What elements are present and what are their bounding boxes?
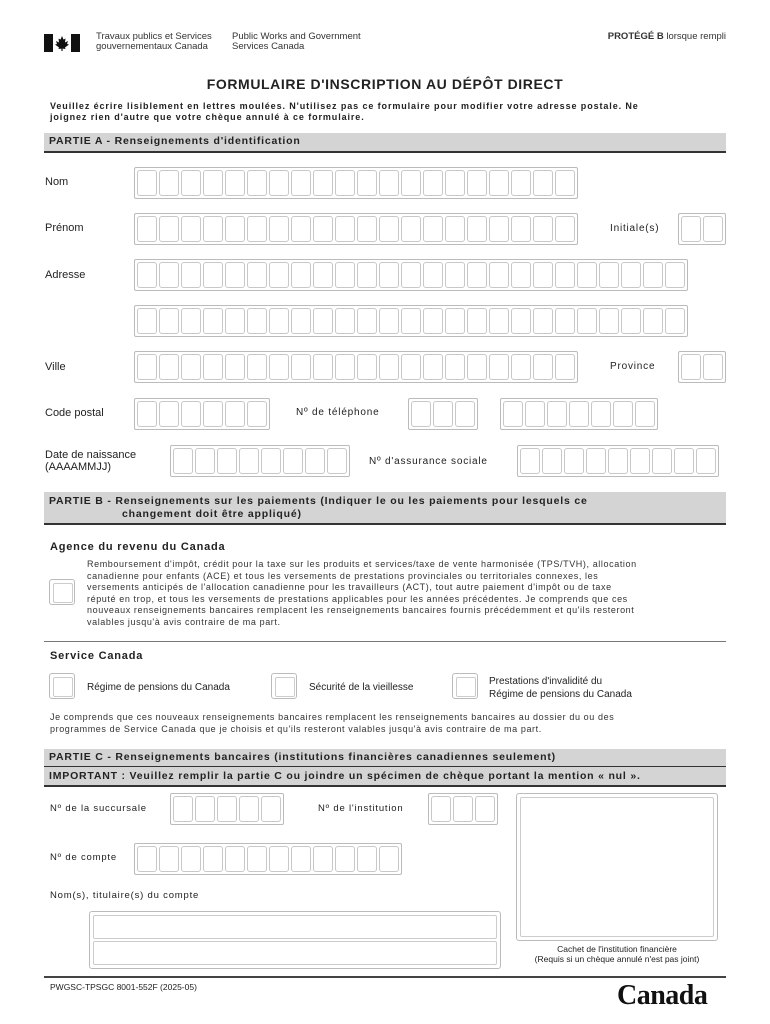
dept-en-line2: Services Canada xyxy=(232,41,305,52)
char-box[interactable] xyxy=(564,448,584,474)
date-naissance-field[interactable] xyxy=(170,445,350,477)
divider xyxy=(44,641,726,642)
char-box[interactable] xyxy=(379,354,399,380)
char-box[interactable] xyxy=(335,308,355,334)
char-box[interactable] xyxy=(555,170,575,196)
char-box[interactable] xyxy=(489,262,509,288)
char-box[interactable] xyxy=(269,262,289,288)
char-box[interactable] xyxy=(137,216,157,242)
nom-label: Nom xyxy=(45,176,69,188)
succursale-label: Nº de la succursale xyxy=(50,803,147,814)
char-box[interactable] xyxy=(696,448,716,474)
char-box[interactable] xyxy=(181,401,201,427)
canada-wordmark: Canada xyxy=(617,980,708,1011)
char-box[interactable] xyxy=(247,354,267,380)
char-box[interactable] xyxy=(181,216,201,242)
arc-heading: Agence du revenu du Canada xyxy=(50,541,226,553)
char-box[interactable] xyxy=(335,170,355,196)
char-box[interactable] xyxy=(401,216,421,242)
char-box[interactable] xyxy=(247,308,267,334)
char-box[interactable] xyxy=(511,308,531,334)
dept-fr-line1: Travaux publics et Services xyxy=(96,31,212,42)
char-box[interactable] xyxy=(313,308,333,334)
char-box[interactable] xyxy=(291,170,311,196)
char-box[interactable] xyxy=(431,796,451,822)
rpc-label: Régime de pensions du Canada xyxy=(87,682,230,693)
char-box[interactable] xyxy=(159,216,179,242)
dept-fr-line2: gouvernementaux Canada xyxy=(96,41,208,52)
char-box[interactable] xyxy=(159,354,179,380)
char-box[interactable] xyxy=(445,216,465,242)
char-box[interactable] xyxy=(203,216,223,242)
institution-label: Nº de l'institution xyxy=(318,803,404,814)
province-field[interactable] xyxy=(678,351,726,383)
char-box[interactable] xyxy=(503,401,523,427)
char-box[interactable] xyxy=(533,308,553,334)
char-box[interactable] xyxy=(401,262,421,288)
char-box[interactable] xyxy=(217,448,237,474)
char-box[interactable] xyxy=(181,354,201,380)
invalidite-label xyxy=(489,675,632,701)
char-box[interactable] xyxy=(335,846,355,872)
char-box[interactable] xyxy=(159,401,179,427)
char-box[interactable] xyxy=(423,354,443,380)
char-box[interactable] xyxy=(467,262,487,288)
char-box[interactable] xyxy=(225,308,245,334)
prenom-label: Prénom xyxy=(45,222,84,234)
telephone-area-field[interactable] xyxy=(408,398,478,430)
char-box[interactable] xyxy=(313,846,333,872)
char-box[interactable] xyxy=(173,448,193,474)
nas-field[interactable] xyxy=(517,445,719,477)
char-box[interactable] xyxy=(225,846,245,872)
char-box[interactable] xyxy=(137,170,157,196)
ville-label: Ville xyxy=(45,361,66,373)
date-naissance-line2: (AAAAMMJJ) xyxy=(45,461,111,473)
char-box[interactable] xyxy=(181,170,201,196)
char-box[interactable] xyxy=(621,262,641,288)
char-box[interactable] xyxy=(489,216,509,242)
prenom-field[interactable] xyxy=(134,213,578,245)
char-box[interactable] xyxy=(181,262,201,288)
char-box[interactable] xyxy=(357,262,377,288)
char-box[interactable] xyxy=(445,262,465,288)
char-box[interactable] xyxy=(137,401,157,427)
char-box[interactable] xyxy=(525,401,545,427)
institution-stamp-area[interactable] xyxy=(516,793,718,941)
char-box[interactable] xyxy=(203,170,223,196)
instructions-line2: joignez rien d'autre que votre chèque annulé à ce formulaire. xyxy=(50,112,365,122)
province-label: Province xyxy=(610,361,656,372)
arc-text-line: valables jusqu'à avis contraire de ma part. xyxy=(87,616,281,627)
sc-heading: Service Canada xyxy=(50,650,144,662)
char-box[interactable] xyxy=(225,354,245,380)
char-box[interactable] xyxy=(635,401,655,427)
char-box[interactable] xyxy=(455,401,475,427)
char-box[interactable] xyxy=(137,354,157,380)
adresse-field-line1[interactable] xyxy=(134,259,688,291)
char-box[interactable] xyxy=(445,308,465,334)
dept-name-fr xyxy=(96,32,212,52)
char-box[interactable] xyxy=(423,216,443,242)
char-box[interactable] xyxy=(195,796,215,822)
char-box[interactable] xyxy=(291,308,311,334)
char-box[interactable] xyxy=(269,354,289,380)
char-box[interactable] xyxy=(313,354,333,380)
char-box[interactable] xyxy=(643,262,663,288)
protected-b: PROTÉGÉ B xyxy=(607,31,664,42)
char-box[interactable] xyxy=(703,216,723,242)
char-box[interactable] xyxy=(401,170,421,196)
code-postal-label: Code postal xyxy=(45,407,104,419)
adresse-field-line2[interactable] xyxy=(134,305,688,337)
char-box[interactable] xyxy=(137,846,157,872)
char-box[interactable] xyxy=(247,401,267,427)
char-box[interactable] xyxy=(445,170,465,196)
code-postal-field[interactable] xyxy=(134,398,270,430)
char-box[interactable] xyxy=(511,216,531,242)
dept-en-line1: Public Works and Government xyxy=(232,31,361,42)
char-box[interactable] xyxy=(313,170,333,196)
char-box[interactable] xyxy=(159,262,179,288)
char-box[interactable] xyxy=(586,448,606,474)
char-box[interactable] xyxy=(225,401,245,427)
char-box[interactable] xyxy=(159,170,179,196)
char-box[interactable] xyxy=(423,262,443,288)
char-box[interactable] xyxy=(305,448,325,474)
sv-checkbox[interactable] xyxy=(271,673,297,699)
char-box[interactable] xyxy=(555,216,575,242)
char-box[interactable] xyxy=(357,216,377,242)
nas-label: Nº d'assurance sociale xyxy=(369,456,488,467)
char-box[interactable] xyxy=(335,354,355,380)
char-box[interactable] xyxy=(401,354,421,380)
char-box[interactable] xyxy=(681,354,701,380)
char-box[interactable] xyxy=(555,308,575,334)
arc-text-line: nouveaux renseignements bancaires remplacent les renseignements bancaires fournis précédemment et qu'ils resteront xyxy=(87,605,635,615)
institution-field[interactable] xyxy=(428,793,498,825)
char-box[interactable] xyxy=(173,796,193,822)
char-box[interactable] xyxy=(613,401,633,427)
adresse-label: Adresse xyxy=(45,269,86,281)
char-box[interactable] xyxy=(291,262,311,288)
char-box[interactable] xyxy=(203,308,223,334)
char-box[interactable] xyxy=(533,216,553,242)
arc-text-line: canadienne pour enfants (ACE) et tous les versements de prestations provinciales ou territoriales connexes, les xyxy=(87,570,599,581)
char-box[interactable] xyxy=(489,308,509,334)
char-box[interactable] xyxy=(423,170,443,196)
char-box[interactable] xyxy=(269,308,289,334)
char-box[interactable] xyxy=(195,448,215,474)
char-box[interactable] xyxy=(291,354,311,380)
char-box[interactable] xyxy=(511,170,531,196)
char-box[interactable] xyxy=(423,308,443,334)
char-box[interactable] xyxy=(681,216,701,242)
char-box[interactable] xyxy=(247,846,267,872)
cachet-caption xyxy=(516,944,718,964)
char-box[interactable] xyxy=(379,846,399,872)
char-box[interactable] xyxy=(542,448,562,474)
char-box[interactable] xyxy=(703,354,723,380)
invalidite-line1: Prestations d'invalidité du xyxy=(489,676,603,687)
char-box[interactable] xyxy=(225,170,245,196)
char-box[interactable] xyxy=(379,170,399,196)
footer-divider xyxy=(44,976,726,978)
char-box[interactable] xyxy=(643,308,663,334)
char-box[interactable] xyxy=(533,170,553,196)
char-box[interactable] xyxy=(511,262,531,288)
char-box[interactable] xyxy=(475,796,495,822)
part-a-header: PARTIE A - Renseignements d'identification xyxy=(44,133,726,153)
telephone-number-field[interactable] xyxy=(500,398,658,430)
part-b-header xyxy=(44,492,726,525)
part-b-title-line2: changement doit être appliqué) xyxy=(122,508,302,520)
char-box[interactable] xyxy=(533,354,553,380)
arc-text-line: versements anticipés de l'allocation canadienne pour les travailleurs (ACT), tout autre paiement d'impôt ou de taxe xyxy=(87,582,612,592)
char-box[interactable] xyxy=(239,448,259,474)
char-box[interactable] xyxy=(511,354,531,380)
initiales-label: Initiale(s) xyxy=(610,223,660,234)
char-box[interactable] xyxy=(379,262,399,288)
char-box[interactable] xyxy=(159,846,179,872)
date-naissance-label xyxy=(45,449,136,473)
char-box[interactable] xyxy=(379,216,399,242)
arc-text-line: réputé en trop, et tous les versements de prestations applicables pour les années précédentes. Je comprends que ces xyxy=(87,593,628,604)
invalidite-line2: Régime de pensions du Canada xyxy=(489,689,632,700)
char-box[interactable] xyxy=(401,308,421,334)
char-box[interactable] xyxy=(577,308,597,334)
char-box[interactable] xyxy=(577,262,597,288)
char-box[interactable] xyxy=(674,448,694,474)
char-box[interactable] xyxy=(453,796,473,822)
char-box[interactable] xyxy=(467,308,487,334)
char-box[interactable] xyxy=(137,308,157,334)
char-box[interactable] xyxy=(203,354,223,380)
char-box[interactable] xyxy=(327,448,347,474)
rpc-checkbox[interactable] xyxy=(49,673,75,699)
arc-text xyxy=(87,559,727,628)
char-box[interactable] xyxy=(555,354,575,380)
char-box[interactable] xyxy=(411,401,431,427)
compte-label: Nº de compte xyxy=(50,852,117,863)
nom-field[interactable] xyxy=(134,167,578,199)
arc-text-line: Remboursement d'impôt, crédit pour la taxe sur les produits et services/taxe de vente harmonisée (TPS/TVH), allocation xyxy=(87,559,637,569)
char-box[interactable] xyxy=(555,262,575,288)
char-box[interactable] xyxy=(591,401,611,427)
instructions-line1: Veuillez écrire lisiblement en lettres moulées. N'utilisez pas ce formulaire pour modifier votre adresse postale. Ne xyxy=(50,101,639,111)
date-naissance-line1: Date de naissance xyxy=(45,449,137,461)
char-box[interactable] xyxy=(665,308,685,334)
sc-text xyxy=(50,712,614,735)
char-box[interactable] xyxy=(181,846,201,872)
char-box[interactable] xyxy=(547,401,567,427)
char-box[interactable] xyxy=(269,216,289,242)
part-c-important: IMPORTANT : Veuillez remplir la partie C ou joindre un spécimen de chèque portant la mention « nul ». xyxy=(44,767,726,787)
char-box[interactable] xyxy=(520,448,540,474)
char-box[interactable] xyxy=(203,401,223,427)
compte-field[interactable] xyxy=(134,843,402,875)
char-box[interactable] xyxy=(159,308,179,334)
char-box[interactable] xyxy=(467,170,487,196)
char-box[interactable] xyxy=(247,216,267,242)
char-box[interactable] xyxy=(269,846,289,872)
char-box[interactable] xyxy=(379,308,399,334)
char-box[interactable] xyxy=(261,448,281,474)
sc-text-line1: Je comprends que ces nouveaux renseignements bancaires remplacent les renseignements bancaires au dossier du ou des xyxy=(50,712,615,722)
telephone-label: Nº de téléphone xyxy=(296,407,380,418)
char-box[interactable] xyxy=(181,308,201,334)
char-box[interactable] xyxy=(630,448,650,474)
char-box[interactable] xyxy=(357,308,377,334)
char-box[interactable] xyxy=(665,262,685,288)
invalidite-checkbox[interactable] xyxy=(452,673,478,699)
char-box[interactable] xyxy=(239,796,259,822)
char-box[interactable] xyxy=(247,170,267,196)
char-box[interactable] xyxy=(621,308,641,334)
succursale-field[interactable] xyxy=(170,793,284,825)
form-id: PWGSC-TPSGC 8001-552F (2025-05) xyxy=(50,982,197,992)
char-box[interactable] xyxy=(467,216,487,242)
char-box[interactable] xyxy=(357,170,377,196)
ville-field[interactable] xyxy=(134,351,578,383)
protection-label xyxy=(608,32,726,42)
char-box[interactable] xyxy=(225,262,245,288)
char-box[interactable] xyxy=(313,216,333,242)
char-box[interactable] xyxy=(569,401,589,427)
titulaires-field[interactable] xyxy=(89,911,501,969)
arc-checkbox[interactable] xyxy=(49,579,75,605)
char-box[interactable] xyxy=(203,262,223,288)
cachet-line2: (Requis si un chèque annulé n'est pas joint) xyxy=(534,954,700,964)
char-box[interactable] xyxy=(269,170,289,196)
char-box[interactable] xyxy=(489,354,509,380)
canada-flag-icon xyxy=(44,34,80,52)
char-box[interactable] xyxy=(357,354,377,380)
char-box[interactable] xyxy=(335,216,355,242)
char-box[interactable] xyxy=(467,354,487,380)
part-c-header: PARTIE C - Renseignements bancaires (institutions financières canadiennes seulement) xyxy=(44,749,726,767)
dept-name-en xyxy=(232,32,361,52)
initiales-field[interactable] xyxy=(678,213,726,245)
char-box[interactable] xyxy=(283,448,303,474)
char-box[interactable] xyxy=(599,262,619,288)
char-box[interactable] xyxy=(357,846,377,872)
char-box[interactable] xyxy=(137,262,157,288)
char-box[interactable] xyxy=(433,401,453,427)
char-box[interactable] xyxy=(261,796,281,822)
char-box[interactable] xyxy=(203,846,223,872)
char-box[interactable] xyxy=(533,262,553,288)
char-box[interactable] xyxy=(652,448,672,474)
char-box[interactable] xyxy=(608,448,628,474)
char-box[interactable] xyxy=(445,354,465,380)
char-box[interactable] xyxy=(217,796,237,822)
char-box[interactable] xyxy=(489,170,509,196)
char-box[interactable] xyxy=(291,846,311,872)
titulaires-label: Nom(s), titulaire(s) du compte xyxy=(50,890,200,901)
char-box[interactable] xyxy=(599,308,619,334)
char-box[interactable] xyxy=(291,216,311,242)
part-b-title-line1: PARTIE B - Renseignements sur les paiements (Indiquer le ou les paiements pour lesquels ce xyxy=(49,495,588,507)
char-box[interactable] xyxy=(247,262,267,288)
char-box[interactable] xyxy=(313,262,333,288)
sv-label: Sécurité de la vieillesse xyxy=(309,682,414,693)
sc-text-line2: programmes de Service Canada que je choisis et qu'ils resteront valables jusqu'à avis contraire de ma part. xyxy=(50,723,542,734)
form-title: FORMULAIRE D'INSCRIPTION AU DÉPÔT DIRECT xyxy=(206,76,564,92)
instructions xyxy=(50,101,639,123)
char-box[interactable] xyxy=(225,216,245,242)
cachet-line1: Cachet de l'institution financière xyxy=(557,944,677,954)
protected-rest: lorsque rempli xyxy=(666,31,726,42)
char-box[interactable] xyxy=(335,262,355,288)
